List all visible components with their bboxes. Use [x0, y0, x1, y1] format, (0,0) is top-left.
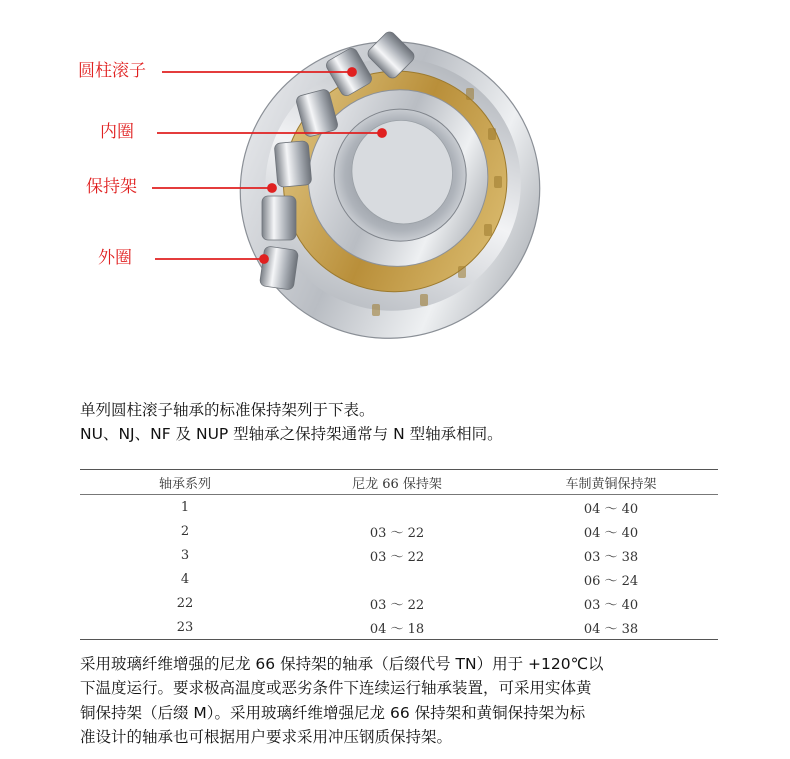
header-brass-cage: 车制黄铜保持架	[565, 476, 657, 492]
intro-line: NU、NJ、NF 及 NUP 型轴承之保持架通常与 N 型轴承相同。	[80, 425, 503, 443]
table-row	[80, 591, 718, 615]
cell-series: 4	[180, 571, 190, 587]
callout-inner-ring: 内圈	[100, 122, 134, 142]
table-row	[80, 615, 718, 639]
cell-series: 2	[180, 523, 190, 539]
table-row	[80, 567, 718, 591]
cage-description-paragraph	[80, 652, 720, 750]
table-header-row	[80, 470, 718, 494]
cell-series: 23	[176, 619, 194, 635]
cell-brass: 04 ～ 40	[583, 525, 639, 541]
cell-series: 3	[180, 547, 190, 563]
cell-nylon: 03 ～ 22	[369, 549, 425, 565]
callout-outer-ring: 外圈	[98, 248, 132, 268]
callout-cage: 保持架	[86, 177, 137, 197]
cell-nylon: 03 ～ 22	[369, 525, 425, 541]
cell-brass: 03 ～ 40	[583, 597, 639, 613]
header-series: 轴承系列	[158, 476, 211, 492]
cell-series: 22	[176, 595, 194, 611]
cell-nylon: 03 ～ 22	[369, 597, 425, 613]
paragraph-line: 准设计的轴承也可根据用户要求采用冲压钢质保持架。	[80, 728, 453, 747]
cell-brass: 06 ～ 24	[583, 573, 639, 589]
cell-series: 1	[180, 499, 190, 515]
cage-table	[80, 469, 718, 640]
intro-text	[80, 398, 503, 446]
callout-roller: 圆柱滚子	[78, 61, 146, 81]
table-row	[80, 495, 718, 519]
bearing-figure	[0, 0, 790, 360]
table-bottom-rule	[80, 639, 718, 640]
cell-nylon: 04 ～ 18	[369, 621, 425, 637]
table-row	[80, 543, 718, 567]
paragraph-line: 铜保持架（后缀 M）。采用玻璃纤维增强尼龙 66 保持架和黄铜保持架为标	[80, 703, 586, 722]
intro-line: 单列圆柱滚子轴承的标准保持架列于下表。	[80, 401, 375, 419]
cell-brass: 04 ～ 38	[583, 621, 639, 637]
paragraph-line: 下温度运行。要求极高温度或恶劣条件下连续运行轴承装置，可采用实体黄	[80, 679, 592, 698]
table-row	[80, 519, 718, 543]
paragraph-line: 采用玻璃纤维增强的尼龙 66 保持架的轴承（后缀代号 TN）用于 +120℃以	[80, 655, 604, 673]
header-nylon-cage: 尼龙 66 保持架	[352, 476, 442, 492]
cell-brass: 03 ～ 38	[583, 549, 639, 565]
cell-brass: 04 ～ 40	[583, 501, 639, 517]
